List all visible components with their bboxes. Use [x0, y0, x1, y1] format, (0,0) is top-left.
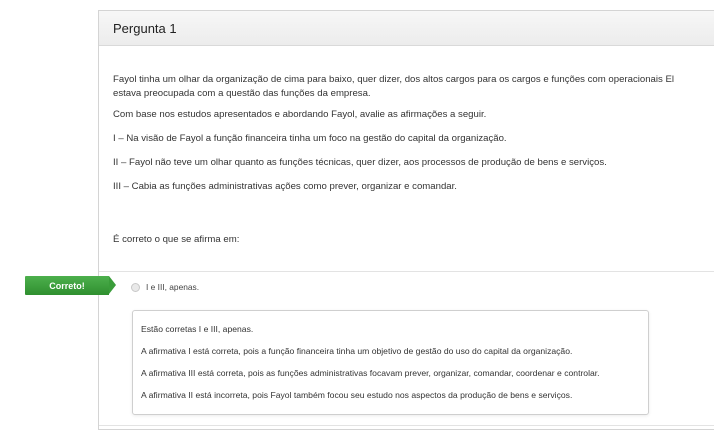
- question-card: [98, 10, 714, 430]
- question-lead: [113, 73, 714, 108]
- feedback-line-2: A afirmativa I está correta, pois a função financeira tinha um objetivo de gestão do uso do capital da organização.: [141, 346, 573, 356]
- question-lead-line-2: estava preocupada com a questão das funções da empresa.: [113, 88, 371, 99]
- feedback-line-3: A afirmativa III está correta, pois as funções administrativas focavam prever, organizar, comandar, coordenar e controlar.: [141, 368, 600, 378]
- correct-badge: [25, 276, 109, 295]
- question-instruction: Com base nos estudos apresentados e abordando Fayol, avalie as afirmações a seguir.: [113, 109, 487, 120]
- statement-2: II – Fayol não teve um olhar quanto as funções técnicas, quer dizer, aos processos de produção de bens e serviços.: [113, 157, 607, 168]
- question-lead-line-1: Fayol tinha um olhar da organização de cima para baixo, quer dizer, dos altos cargos para os cargos e funções com operacionais El: [113, 74, 675, 85]
- bottom-divider: [99, 425, 714, 426]
- feedback-line-1: Estão corretas I e III, apenas.: [141, 324, 254, 334]
- answer-separator: [99, 271, 714, 272]
- question-title: Pergunta 1: [113, 20, 177, 36]
- selected-answer-option[interactable]: [131, 282, 199, 292]
- answer-label: I e III, apenas.: [146, 282, 200, 292]
- statement-3: III – Cabia as funções administrativas ações como prever, organizar e comandar.: [113, 181, 457, 192]
- statement-1: I – Na visão de Fayol a função financeira tinha um foco na gestão do capital da organização.: [113, 133, 507, 144]
- feedback-line-4: A afirmativa II está incorreta, pois Fayol também focou seu estudo nos aspectos da produção de bens e serviços.: [141, 390, 573, 400]
- question-body: [113, 73, 714, 245]
- question-header: [99, 11, 714, 46]
- correct-badge-label: Correto!: [49, 280, 85, 291]
- radio-button-icon[interactable]: [131, 283, 140, 292]
- question-prompt: É correto o que se afirma em:: [113, 234, 240, 245]
- feedback-box: [132, 310, 649, 415]
